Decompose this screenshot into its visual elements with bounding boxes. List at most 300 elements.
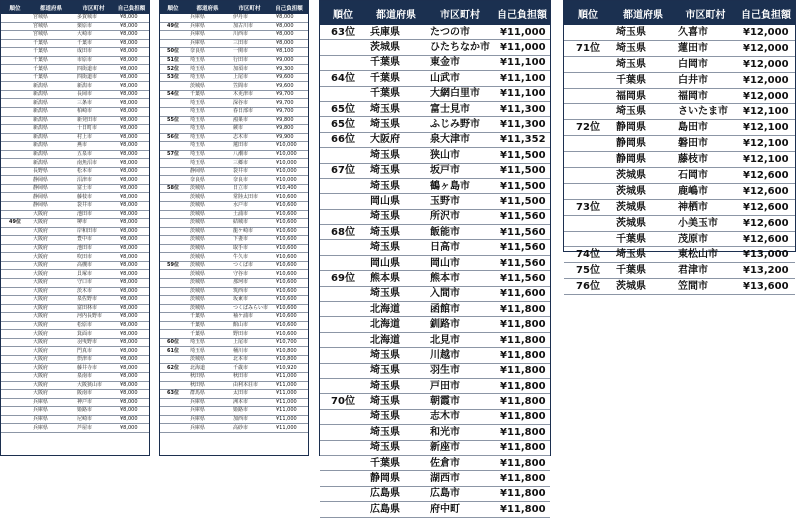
prefecture-cell: 大阪府	[29, 244, 73, 253]
rank-cell	[1, 142, 29, 151]
city-cell: 結城市	[229, 219, 270, 228]
table-row	[1, 167, 149, 176]
rank-cell	[1, 253, 29, 262]
rank-cell	[320, 425, 366, 440]
prefecture-cell: 茨城県	[612, 215, 674, 231]
header-amount: 自己負担額	[270, 1, 308, 14]
city-cell: 茂原市	[674, 231, 737, 247]
prefecture-cell: 兵庫県	[186, 398, 229, 407]
amount-cell: ¥11,800	[494, 486, 550, 501]
prefecture-cell: 新潟県	[29, 125, 73, 134]
amount-cell: ¥12,600	[737, 215, 795, 231]
rank-cell	[1, 227, 29, 236]
rank-cell	[564, 104, 612, 120]
table-row	[160, 278, 308, 287]
table-row	[160, 253, 308, 262]
rank-cell: 69位	[320, 271, 366, 286]
amount-cell: ¥8,000	[114, 56, 149, 65]
table-row	[320, 471, 550, 486]
prefecture-cell: 大阪府	[29, 227, 73, 236]
table-row	[160, 407, 308, 416]
table-row	[564, 231, 795, 247]
rank-cell	[1, 296, 29, 305]
rank-cell	[320, 363, 366, 378]
table-row	[1, 65, 149, 74]
city-cell: 小美玉市	[674, 215, 737, 231]
amount-cell: ¥10,600	[270, 261, 308, 270]
prefecture-cell: 大阪府	[29, 338, 73, 347]
rank-cell	[1, 355, 29, 364]
amount-cell: ¥10,600	[270, 313, 308, 322]
prefecture-cell: 静岡県	[612, 136, 674, 152]
city-cell: 磐田市	[674, 136, 737, 152]
city-cell: 一関市	[229, 48, 270, 57]
rank-cell: 76位	[564, 279, 612, 295]
table-row	[160, 390, 308, 399]
city-cell: 成田市	[73, 48, 114, 57]
city-cell: 君津市	[674, 263, 737, 279]
table-row	[1, 338, 149, 347]
city-cell: 牛久市	[229, 253, 270, 262]
amount-cell: ¥12,600	[737, 168, 795, 184]
rank-cell	[564, 231, 612, 247]
rank-cell	[1, 424, 29, 433]
prefecture-cell: 千葉県	[612, 263, 674, 279]
amount-cell: ¥11,000	[270, 415, 308, 424]
header-rank: 順位	[564, 1, 612, 25]
city-cell: 藤枝市	[73, 193, 114, 202]
city-cell: 鹿嶋市	[674, 183, 737, 199]
table-row	[1, 287, 149, 296]
rank-cell	[1, 82, 29, 91]
city-cell: 千葉市	[73, 39, 114, 48]
rank-cell	[160, 296, 186, 305]
table-row	[320, 425, 550, 440]
rank-cell	[320, 209, 366, 224]
table-row	[160, 244, 308, 253]
prefecture-cell: 埼玉県	[366, 378, 426, 393]
table-row	[160, 176, 308, 185]
rank-cell	[320, 486, 366, 501]
table-row	[160, 296, 308, 305]
amount-cell: ¥11,000	[270, 407, 308, 416]
amount-cell: ¥8,000	[114, 321, 149, 330]
rank-cell: 58位	[160, 184, 186, 193]
city-cell: 南魚沼市	[73, 159, 114, 168]
city-cell: 大阪狭山市	[73, 381, 114, 390]
rank-cell: 53位	[160, 73, 186, 82]
rank-cell	[160, 278, 186, 287]
amount-cell: ¥12,600	[737, 199, 795, 215]
table-row	[1, 321, 149, 330]
amount-cell: ¥11,000	[270, 424, 308, 433]
table-row	[1, 116, 149, 125]
city-cell: 白岡市	[674, 56, 737, 72]
prefecture-cell: 兵庫県	[186, 22, 229, 31]
city-cell: 泉南市	[73, 372, 114, 381]
prefecture-cell: 大阪府	[29, 236, 73, 245]
table-row	[160, 270, 308, 279]
table-row	[160, 48, 308, 57]
amount-cell: ¥8,000	[114, 390, 149, 399]
prefecture-cell: 新潟県	[29, 142, 73, 151]
amount-cell: ¥8,000	[114, 287, 149, 296]
prefecture-cell: 茨城県	[186, 355, 229, 364]
amount-cell: ¥8,000	[114, 90, 149, 99]
city-cell: 春日部市	[229, 108, 270, 117]
table-row	[160, 338, 308, 347]
prefecture-cell: 兵庫県	[186, 31, 229, 40]
table-row	[1, 278, 149, 287]
amount-cell: ¥8,000	[270, 22, 308, 31]
rank-cell	[160, 415, 186, 424]
prefecture-cell: 茨城県	[186, 287, 229, 296]
rank-cell: 63位	[160, 390, 186, 399]
city-cell: 奈良市	[229, 176, 270, 185]
amount-cell: ¥10,400	[270, 184, 308, 193]
header-rank: 順位	[1, 1, 29, 14]
amount-cell: ¥10,700	[270, 338, 308, 347]
rank-cell	[1, 99, 29, 108]
prefecture-cell: 静岡県	[29, 193, 73, 202]
prefecture-cell: 大阪府	[29, 278, 73, 287]
amount-cell: ¥10,000	[270, 167, 308, 176]
table-row	[564, 263, 795, 279]
prefecture-cell: 茨城県	[186, 219, 229, 228]
rank-cell: 59位	[160, 261, 186, 270]
table-row	[320, 25, 550, 40]
table-row	[320, 378, 550, 393]
header-rank: 順位	[320, 1, 366, 25]
rank-cell	[160, 202, 186, 211]
city-cell: 三田市	[229, 39, 270, 48]
table-row	[1, 176, 149, 185]
prefecture-cell: 新潟県	[29, 82, 73, 91]
rank-cell	[1, 398, 29, 407]
prefecture-cell: 千葉県	[29, 73, 73, 82]
prefecture-cell: 静岡県	[612, 120, 674, 136]
city-cell: 千歳市	[229, 364, 270, 373]
ranking-table-4	[563, 0, 796, 293]
amount-cell: ¥12,000	[737, 56, 795, 72]
city-cell: 龍ケ崎市	[229, 227, 270, 236]
prefecture-cell: 埼玉県	[366, 394, 426, 409]
amount-cell: ¥11,800	[494, 502, 550, 517]
city-cell: 沼津市	[73, 176, 114, 185]
table-header-row	[1, 1, 149, 14]
rank-cell	[160, 142, 186, 151]
city-cell: 豊中市	[73, 236, 114, 245]
prefecture-cell: 茨城県	[612, 168, 674, 184]
table-row	[1, 108, 149, 117]
prefecture-cell: 茨城県	[186, 184, 229, 193]
amount-cell: ¥8,000	[114, 219, 149, 228]
amount-cell: ¥12,000	[737, 88, 795, 104]
rank-cell: 68位	[320, 225, 366, 240]
city-cell: 白井市	[674, 72, 737, 88]
prefecture-cell: 群馬県	[186, 390, 229, 399]
amount-cell: ¥10,000	[270, 159, 308, 168]
table-grid	[160, 1, 308, 433]
amount-cell: ¥11,800	[494, 332, 550, 347]
prefecture-cell: 静岡県	[612, 152, 674, 168]
city-cell: 飯能市	[426, 225, 494, 240]
amount-cell: ¥8,000	[114, 296, 149, 305]
rank-cell: 55位	[160, 116, 186, 125]
table-row	[320, 40, 550, 55]
prefecture-cell: 静岡県	[29, 176, 73, 185]
table-row	[320, 486, 550, 501]
amount-cell: ¥8,000	[114, 347, 149, 356]
table-row	[1, 398, 149, 407]
city-cell: 久喜市	[674, 25, 737, 40]
table-row	[320, 240, 550, 255]
city-cell: 加西市	[229, 415, 270, 424]
rank-cell	[1, 372, 29, 381]
table-row	[160, 287, 308, 296]
amount-cell: ¥12,600	[737, 183, 795, 199]
rank-cell	[160, 176, 186, 185]
city-cell: 秋田市	[229, 372, 270, 381]
prefecture-cell: 埼玉県	[186, 159, 229, 168]
table-header-row	[160, 1, 308, 14]
amount-cell: ¥8,000	[114, 330, 149, 339]
table-row	[1, 347, 149, 356]
amount-cell: ¥8,000	[114, 424, 149, 433]
rank-cell	[160, 253, 186, 262]
city-cell: 池田市	[73, 210, 114, 219]
amount-cell: ¥11,300	[494, 101, 550, 116]
table-row	[160, 31, 308, 40]
table-row	[160, 39, 308, 48]
table-row	[320, 394, 550, 409]
amount-cell: ¥8,000	[114, 227, 149, 236]
city-cell: 狭山市	[426, 148, 494, 163]
amount-cell: ¥11,800	[494, 302, 550, 317]
amount-cell: ¥12,000	[737, 72, 795, 88]
table-row	[320, 117, 550, 132]
table-row	[320, 148, 550, 163]
rank-cell	[160, 407, 186, 416]
prefecture-cell: 茨城県	[186, 193, 229, 202]
amount-cell: ¥10,000	[270, 142, 308, 151]
rank-cell	[1, 364, 29, 373]
amount-cell: ¥10,600	[270, 330, 308, 339]
city-cell: 北見市	[426, 332, 494, 347]
table-row	[320, 71, 550, 86]
prefecture-cell: 兵庫県	[186, 415, 229, 424]
prefecture-cell: 埼玉県	[366, 209, 426, 224]
rank-cell	[564, 215, 612, 231]
prefecture-cell: 茨城県	[366, 40, 426, 55]
amount-cell: ¥11,000	[270, 398, 308, 407]
rank-cell	[564, 183, 612, 199]
amount-cell: ¥11,100	[494, 86, 550, 101]
table-row	[1, 364, 149, 373]
table-row	[160, 210, 308, 219]
rank-cell: 50位	[160, 48, 186, 57]
header-city: 市区町村	[674, 1, 737, 25]
city-cell: 箕面市	[73, 330, 114, 339]
city-cell: 姫路市	[73, 407, 114, 416]
rank-cell	[1, 381, 29, 390]
rank-cell	[160, 244, 186, 253]
table-row	[320, 163, 550, 178]
table-row	[160, 193, 308, 202]
table-row	[1, 355, 149, 364]
rank-cell	[1, 347, 29, 356]
ranking-table-3	[319, 0, 551, 515]
rank-cell	[160, 210, 186, 219]
table-row	[160, 202, 308, 211]
table-row	[160, 261, 308, 270]
amount-cell: ¥8,000	[114, 236, 149, 245]
table-row	[320, 86, 550, 101]
prefecture-cell: 大阪府	[29, 381, 73, 390]
table-row	[320, 332, 550, 347]
rank-cell	[564, 168, 612, 184]
prefecture-cell: 宮城県	[29, 22, 73, 31]
amount-cell: ¥8,000	[114, 381, 149, 390]
prefecture-cell: 茨城県	[186, 236, 229, 245]
rank-cell	[320, 455, 366, 470]
prefecture-cell: 埼玉県	[612, 104, 674, 120]
header-prefecture: 都道府県	[612, 1, 674, 25]
city-cell: 坂戸市	[426, 163, 494, 178]
prefecture-cell: 茨城県	[612, 183, 674, 199]
prefecture-cell: 埼玉県	[186, 133, 229, 142]
prefecture-cell: 千葉県	[186, 321, 229, 330]
prefecture-cell: 千葉県	[29, 39, 73, 48]
rank-cell	[320, 302, 366, 317]
prefecture-cell: 秋田県	[186, 381, 229, 390]
amount-cell: ¥11,500	[494, 148, 550, 163]
table-row	[160, 381, 308, 390]
city-cell: 土浦市	[229, 210, 270, 219]
table-row	[160, 90, 308, 99]
table-row	[160, 142, 308, 151]
header-prefecture: 都道府県	[366, 1, 426, 25]
city-cell: 池田市	[73, 244, 114, 253]
amount-cell: ¥11,500	[494, 178, 550, 193]
amount-cell: ¥11,560	[494, 209, 550, 224]
city-cell: 三条市	[73, 99, 114, 108]
prefecture-cell: 大阪府	[366, 132, 426, 147]
table-row	[160, 313, 308, 322]
table-row	[160, 424, 308, 433]
header-amount: 自己負担額	[737, 1, 795, 25]
prefecture-cell: 埼玉県	[612, 25, 674, 40]
table-row	[160, 219, 308, 228]
table-row	[564, 88, 795, 104]
table-row	[160, 65, 308, 74]
city-cell: 貝塚市	[73, 270, 114, 279]
table-header-row	[564, 1, 795, 25]
rank-cell	[564, 25, 612, 40]
city-cell: 松本市	[73, 167, 114, 176]
prefecture-cell: 大阪府	[29, 372, 73, 381]
amount-cell: ¥8,000	[114, 31, 149, 40]
city-cell: 富士見市	[426, 101, 494, 116]
amount-cell: ¥12,100	[737, 104, 795, 120]
city-cell: 藤井寺市	[73, 364, 114, 373]
city-cell: 北本市	[229, 355, 270, 364]
city-cell: 広島市	[426, 486, 494, 501]
amount-cell: ¥11,000	[270, 390, 308, 399]
city-cell: 蕨市	[229, 125, 270, 134]
city-cell: 摂津市	[73, 355, 114, 364]
prefecture-cell: 大阪府	[29, 287, 73, 296]
table-row	[320, 363, 550, 378]
city-cell: 五泉市	[73, 150, 114, 159]
table-row	[1, 330, 149, 339]
city-cell: つくばみらい市	[229, 304, 270, 313]
table-row	[160, 184, 308, 193]
table-row	[160, 56, 308, 65]
rank-cell	[160, 193, 186, 202]
amount-cell: ¥10,600	[270, 253, 308, 262]
city-cell: 神戸市	[73, 398, 114, 407]
table-row	[564, 136, 795, 152]
prefecture-cell: 大阪府	[29, 219, 73, 228]
table-row	[320, 194, 550, 209]
amount-cell: ¥8,000	[114, 202, 149, 211]
city-cell: 入間市	[426, 286, 494, 301]
amount-cell: ¥11,500	[494, 163, 550, 178]
table-row	[320, 101, 550, 116]
prefecture-cell: 静岡県	[366, 471, 426, 486]
table-row	[1, 296, 149, 305]
prefecture-cell: 埼玉県	[186, 73, 229, 82]
prefecture-cell: 宮城県	[29, 14, 73, 22]
table-row	[160, 82, 308, 91]
prefecture-cell: 大阪府	[29, 270, 73, 279]
table-row	[564, 247, 795, 263]
city-cell: 佐倉市	[426, 455, 494, 470]
rank-cell	[1, 210, 29, 219]
city-cell: 日立市	[229, 184, 270, 193]
city-cell: 由利本荘市	[229, 381, 270, 390]
city-cell: たつの市	[426, 25, 494, 40]
prefecture-cell: 茨城県	[186, 202, 229, 211]
amount-cell: ¥10,600	[270, 236, 308, 245]
table-row	[1, 407, 149, 416]
prefecture-cell: 新潟県	[29, 116, 73, 125]
amount-cell: ¥9,700	[270, 108, 308, 117]
prefecture-cell: 新潟県	[29, 108, 73, 117]
city-cell: 桶川市	[229, 347, 270, 356]
rank-cell	[320, 440, 366, 455]
amount-cell: ¥11,000	[270, 381, 308, 390]
table-row	[1, 99, 149, 108]
amount-cell: ¥11,800	[494, 317, 550, 332]
city-cell: 門真市	[73, 347, 114, 356]
rank-cell: 61位	[160, 347, 186, 356]
prefecture-cell: 新潟県	[29, 133, 73, 142]
amount-cell: ¥8,000	[270, 14, 308, 22]
city-cell: 笠間市	[229, 82, 270, 91]
amount-cell: ¥8,000	[114, 372, 149, 381]
amount-cell: ¥11,300	[494, 117, 550, 132]
table-row	[320, 255, 550, 270]
table-row	[1, 424, 149, 433]
rank-cell	[1, 390, 29, 399]
prefecture-cell: 茨城県	[186, 261, 229, 270]
table-row	[564, 56, 795, 72]
rank-cell	[1, 415, 29, 424]
table-row	[1, 202, 149, 211]
rank-cell	[1, 236, 29, 245]
